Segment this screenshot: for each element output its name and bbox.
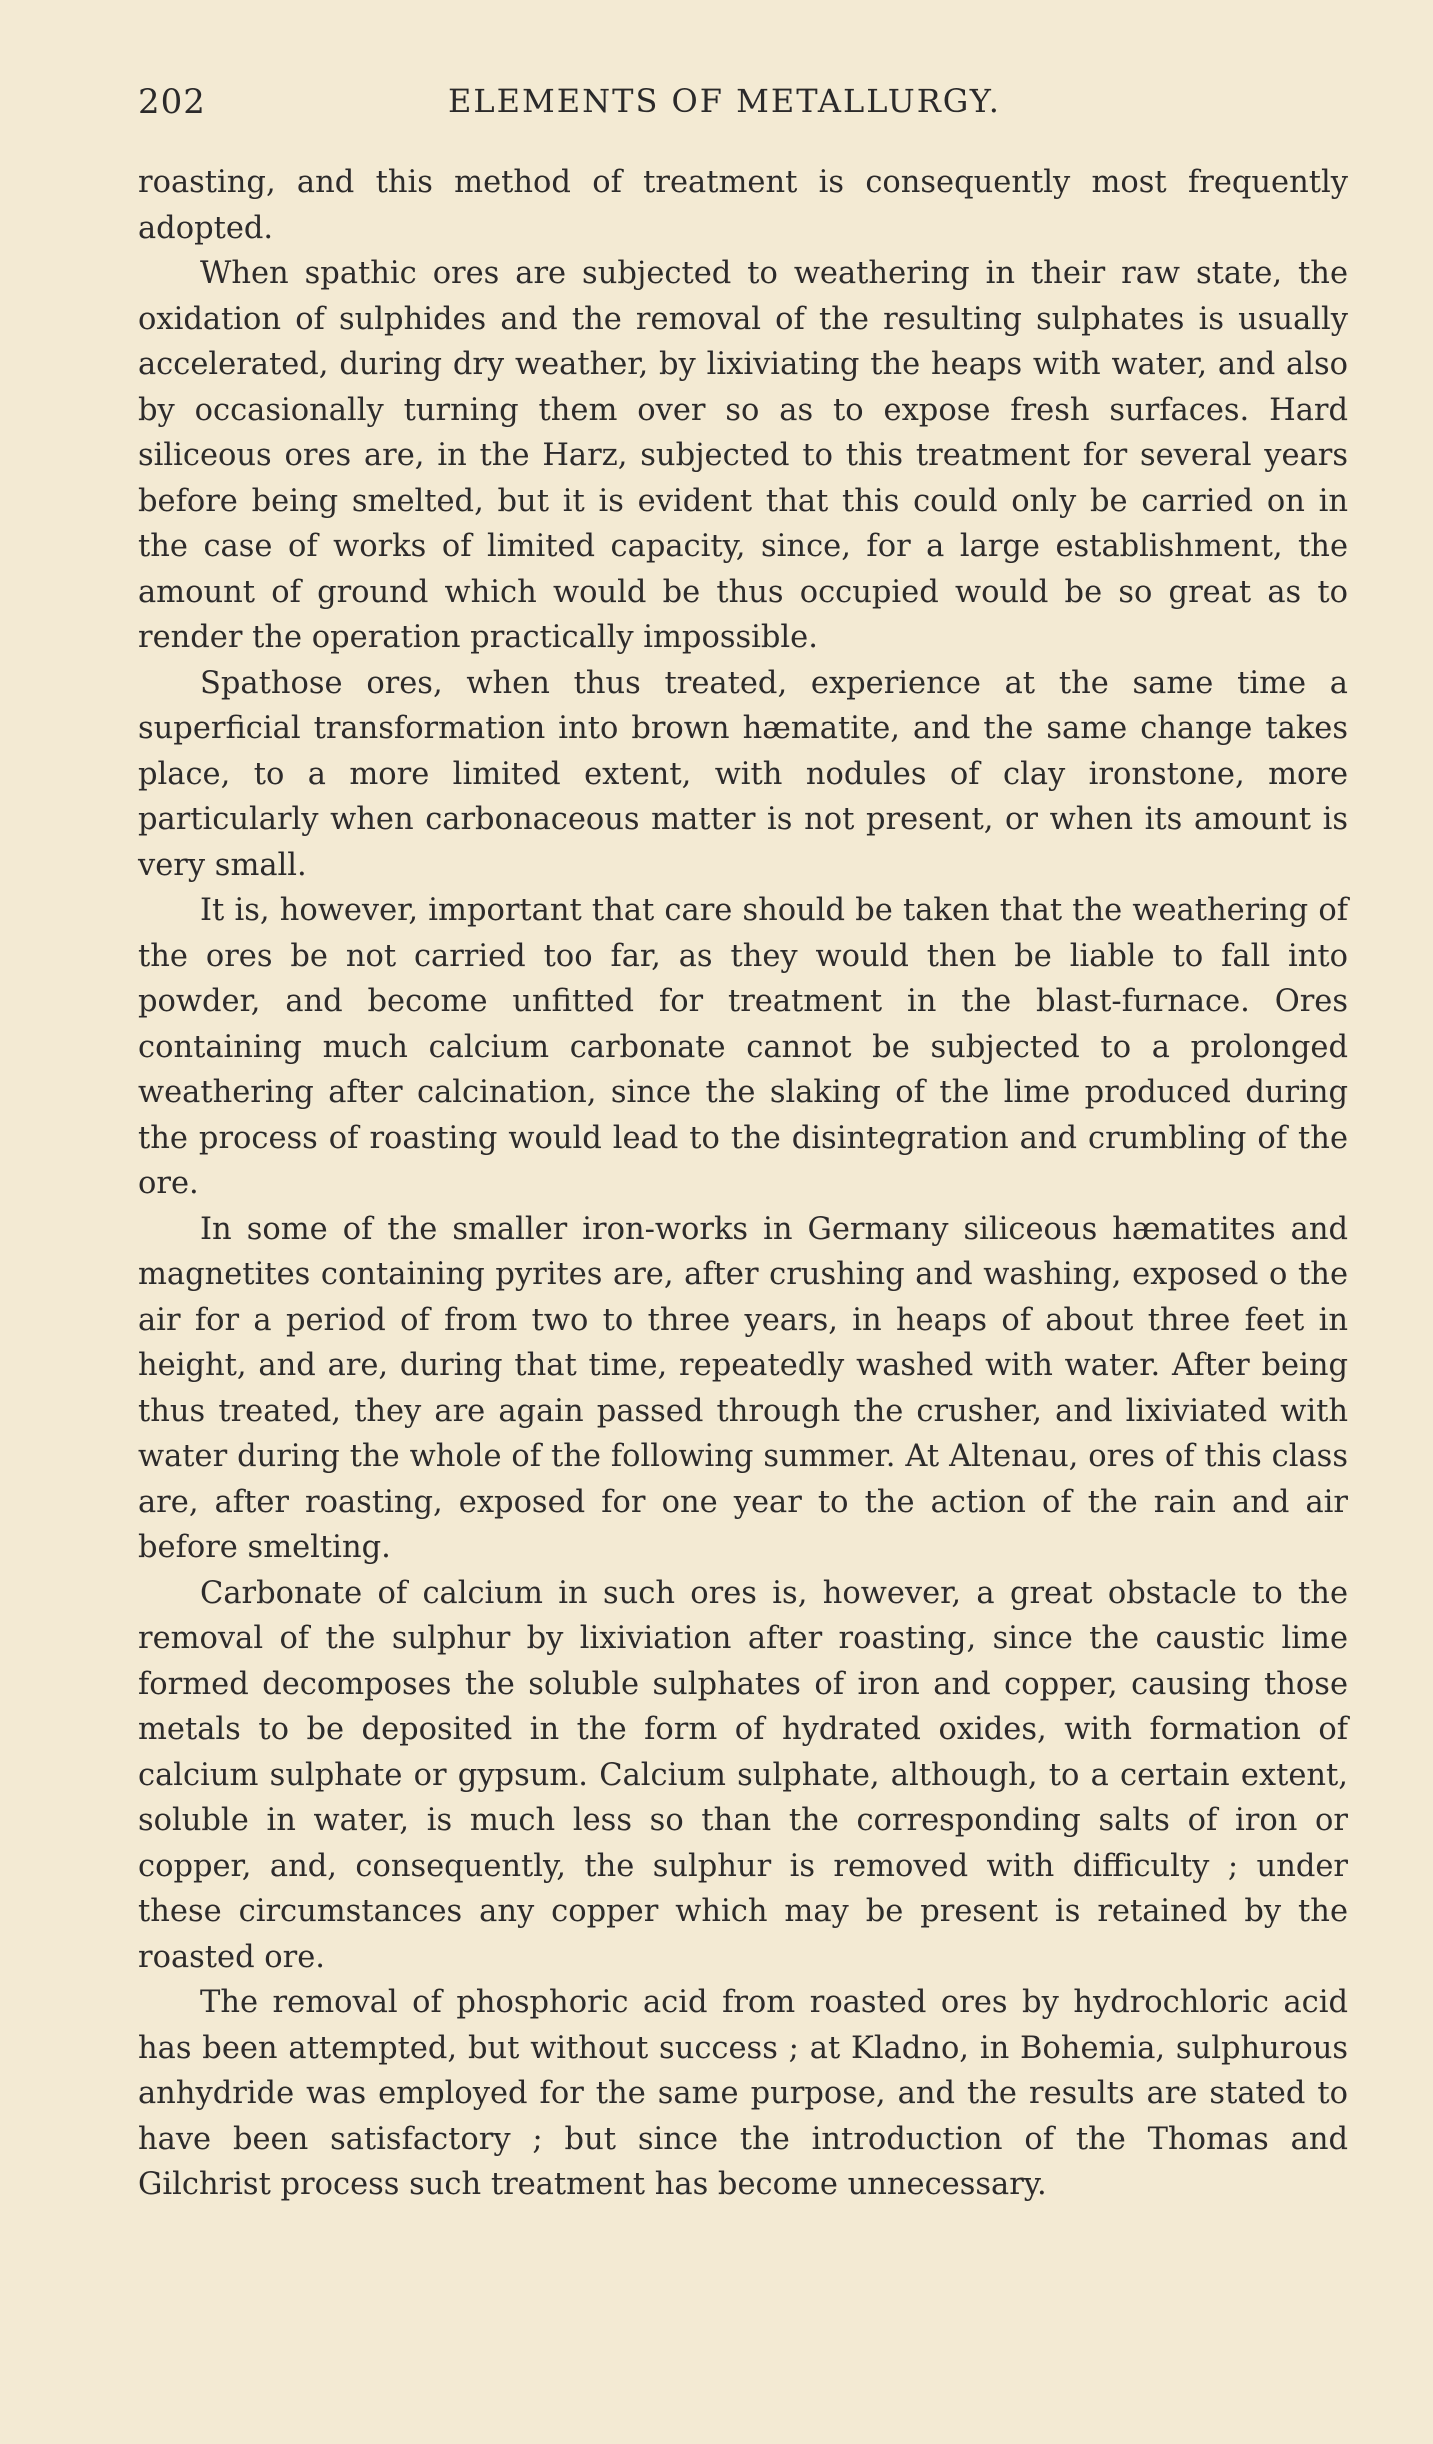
paragraph-german-iron-works: In some of the smaller iron-works in Germany siliceous hæmatites and magnetites containing pyrites are, after crushing and washing, exposed o the air for a period of from two to three years, in heaps of about three feet in height, and are, during that time, repeatedly washed with water. After being thus treated, they are again passed through the crusher, and lixiviated with water during the whole of the following summer. At Altenau, ores of this class are, after roasting, exposed for one year to the action of the rain and air before smelting. [138, 1211, 1348, 1565]
page-number: 202 [138, 82, 206, 122]
paragraph-spathose-ores: Spathose ores, when thus treated, experience at the same time a superficial transformation into brown hæmatite, and the same change takes place, to a more limited extent, with nodules of clay ironstone, more particularly when carbonaceous matter is not present, or when its amount is very small. [138, 665, 1348, 883]
page-header [138, 82, 1338, 142]
paragraph-phosphoric-acid: The removal of phosphoric acid from roasted ores by hydrochloric acid has been attempted, but without success ; at Kladno, in Bohemia, sulphurous anhydride was employed for the same purpose, and the results are stated to have been satisfactory ; but since the introduction of the Thomas and Gilchrist process such treatment has become unnecessary. [138, 1985, 1348, 2202]
paragraph-weathering-spathic: When spathic ores are subjected to weathering in their raw state, the oxidation of sulphides and the removal of the resulting sulphates is usually accelerated, during dry weather, by lixiviating the heaps with water, and also by occasionally turning them over so as to expose fresh surfaces. Hard siliceous ores are, in the Harz, subjected to this treatment for several years before being smelted, but it is evident that this could only be carried on in the case of works of limited capacity, since, for a large establishment, the amount of ground which would be thus occupied would be so great as to render the operation practically impossible. [138, 256, 1348, 655]
body-text [138, 160, 1348, 2208]
paragraph-carbonate-calcium: Carbonate of calcium in such ores is, however, a great obstacle to the removal of the sulphur by lixiviation after roasting, since the caustic lime formed decomposes the soluble sulphates of iron and copper, causing those metals to be deposited in the form of hydrated oxides, with formation of calcium sulphate or gypsum. Calcium sulphate, although, to a certain extent, soluble in water, is much less so than the corresponding salts of iron or copper, and, consequently, the sulphur is removed with difficulty ; under these circumstances any copper which may be present is retained by the roasted ore. [138, 1575, 1348, 1975]
running-title: ELEMENTS OF METALLURGY. [448, 82, 1001, 120]
paragraph-weathering-care: It is, however, important that care should be taken that the weathering of the ores be not carried too far, as they would then be liable to fall into powder, and become unfitted for treatment in the blast-furnace. Ores containing much calcium carbonate cannot be subjected to a prolonged weathering after calcination, since the slaking of the lime produced during the process of roasting would lead to the disintegration and crumbling of the ore. [138, 893, 1348, 1201]
paragraph-continued: roasting, and this method of treatment is consequently most frequently adopted. [138, 165, 1348, 246]
